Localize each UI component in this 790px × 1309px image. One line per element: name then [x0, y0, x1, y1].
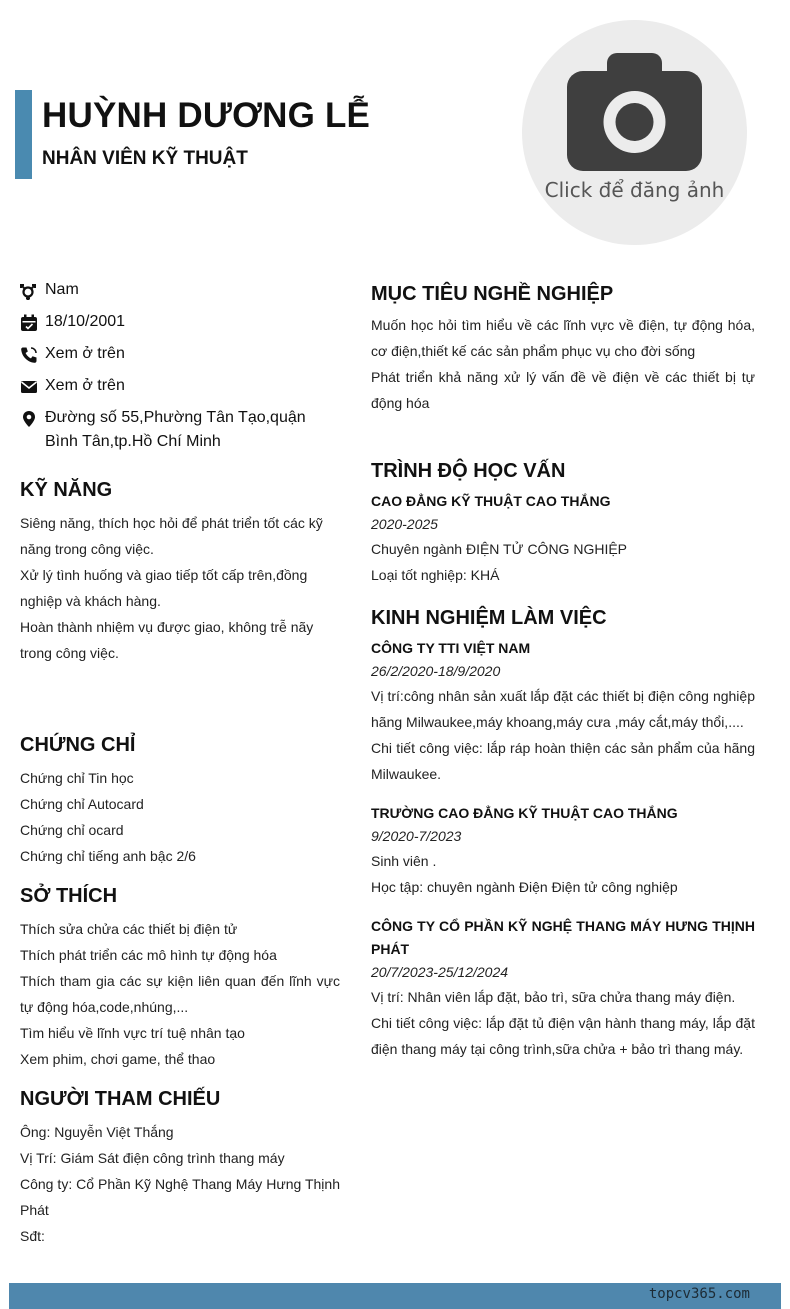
skill-item: Siêng năng, thích học hỏi để phát triển tốt các kỹ năng trong công việc.: [20, 515, 323, 557]
experience-heading: KINH NGHIỆM LÀM VIỆC: [371, 607, 607, 629]
certificates-list: [20, 765, 340, 869]
hobbies-list: [20, 916, 340, 1072]
experience-line: Chi tiết công việc: lắp ráp hoàn thiện các sản phẩm của hãng Milwaukee.: [371, 740, 755, 782]
objective-item: Phát triển khả năng xử lý vấn đề về điện về các thiết bị tự động hóa: [371, 369, 755, 411]
address-value: Đường số 55,Phường Tân Tạo,quận Bình Tân,tp.Hồ Chí Minh: [45, 409, 306, 450]
experience-line: Sinh viên .: [371, 853, 437, 869]
reference-item: Ông: Nguyễn Việt Thắng: [20, 1124, 174, 1140]
accent-bar: [15, 90, 32, 179]
experience-line: Vị trí:công nhân sản xuất lắp đặt các thiết bị điện công nghiệp hãng Milwaukee,máy khoang,máy cưa ,máy cắt,máy thổi,....: [371, 688, 755, 730]
email-icon: [20, 378, 38, 396]
gender-value: Nam: [45, 281, 79, 298]
photo-upload[interactable]: [522, 20, 747, 245]
email-value: Xem ở trên: [45, 377, 125, 394]
education-line: Loại tốt nghiệp: KHÁ: [371, 567, 500, 583]
certificate-item: Chứng chỉ Tin học: [20, 770, 134, 786]
experience-period: 26/2/2020-18/9/2020: [371, 663, 501, 679]
experience-line: Chi tiết công việc: lắp đặt tủ điện vận hành thang máy, lắp đặt điện thang máy tại công trình,sữa chửa + bảo trì thang máy.: [371, 1015, 755, 1057]
education-period: 2020-2025: [371, 516, 438, 532]
certificate-item: Chứng chỉ ocard: [20, 822, 124, 838]
references-list: [20, 1119, 340, 1249]
hobby-item: Thích tham gia các sự kiện liên quan đến lĩnh vực tự động hóa,code,nhúng,...: [20, 973, 340, 1015]
objective-item: Muốn học hỏi tìm hiểu về các lĩnh vực về điện, tự động hóa, cơ điện,thiết kế các sản phẩm phục vụ cho đời sống: [371, 317, 755, 359]
references-heading: NGƯỜI THAM CHIẾU: [20, 1088, 221, 1110]
objective-heading: MỤC TIÊU NGHỀ NGHIỆP: [371, 283, 614, 305]
education-line: Chuyên ngành ĐIỆN TỬ CÔNG NGHIỆP: [371, 541, 628, 557]
location-pin-icon: [20, 410, 38, 428]
experience-line: Vị trí: Nhân viên lắp đặt, bảo trì, sữa chửa thang máy điện.: [371, 989, 736, 1005]
hobby-item: Thích phát triển các mô hình tự động hóa: [20, 947, 277, 963]
experience-period: 20/7/2023-25/12/2024: [371, 964, 509, 980]
contact-phone: [20, 342, 340, 366]
calendar-icon: [20, 314, 38, 332]
experience-entry: [371, 637, 755, 787]
birthday-value: 18/10/2001: [45, 313, 126, 330]
certificate-item: Chứng chỉ Autocard: [20, 796, 144, 812]
photo-upload-label: Click để đăng ảnh: [544, 178, 725, 202]
skills-list: [20, 510, 340, 666]
certificate-item: Chứng chỉ tiếng anh bậc 2/6: [20, 848, 196, 864]
experience-period: 9/2020-7/2023: [371, 828, 462, 844]
experience-company: CÔNG TY CỔ PHẦN KỸ NGHỆ THANG MÁY HƯNG THỊNH PHÁT: [371, 918, 755, 957]
education-entry: [371, 490, 755, 588]
reference-item: Công ty: Cổ Phần Kỹ Nghệ Thang Máy Hưng Thịnh Phát: [20, 1176, 340, 1218]
skills-heading: KỸ NĂNG: [20, 479, 113, 501]
hobby-item: Thích sửa chửa các thiết bị điện tử: [20, 921, 238, 937]
camera-icon: [567, 53, 702, 173]
education-school: CAO ĐẲNG KỸ THUẬT CAO THẮNG: [371, 493, 611, 509]
experience-company: TRƯỜNG CAO ĐẲNG KỸ THUẬT CAO THẮNG: [371, 805, 678, 821]
candidate-name: HUỲNH DƯƠNG LỄ: [42, 96, 371, 135]
phone-icon: [20, 346, 38, 364]
contact-birthday: [20, 310, 340, 334]
experience-line: Học tập: chuyên ngành Điện Điện tử công nghiệp: [371, 879, 678, 895]
phone-value: Xem ở trên: [45, 345, 125, 362]
hobbies-heading: SỞ THÍCH: [20, 885, 118, 907]
experience-entry: [371, 915, 755, 1062]
reference-item: Vị Trí: Giám Sát điện công trình thang máy: [20, 1150, 285, 1166]
gender-icon: [20, 282, 38, 300]
contact-gender: [20, 278, 340, 302]
skill-item: Hoàn thành nhiệm vụ được giao, không trễ nãy trong công việc.: [20, 619, 314, 661]
certificates-heading: CHỨNG CHỈ: [20, 734, 136, 756]
contact-email: [20, 374, 340, 398]
contact-address: [20, 406, 340, 454]
reference-item: Sđt:: [20, 1228, 45, 1244]
experience-entry: [371, 802, 755, 900]
job-title: NHÂN VIÊN KỸ THUẬT: [42, 148, 248, 169]
education-heading: TRÌNH ĐỘ HỌC VẤN: [371, 460, 566, 482]
hobby-item: Tìm hiểu về lĩnh vực trí tuệ nhân tạo: [20, 1025, 245, 1041]
footer-brand[interactable]: topcv365.com: [648, 1286, 750, 1302]
hobby-item: Xem phim, chơi game, thể thao: [20, 1051, 216, 1067]
experience-company: CÔNG TY TTI VIỆT NAM: [371, 640, 531, 656]
skill-item: Xử lý tình huống và giao tiếp tốt cấp trên,đồng nghiệp và khách hàng.: [20, 567, 308, 609]
objective-text: [371, 312, 755, 416]
